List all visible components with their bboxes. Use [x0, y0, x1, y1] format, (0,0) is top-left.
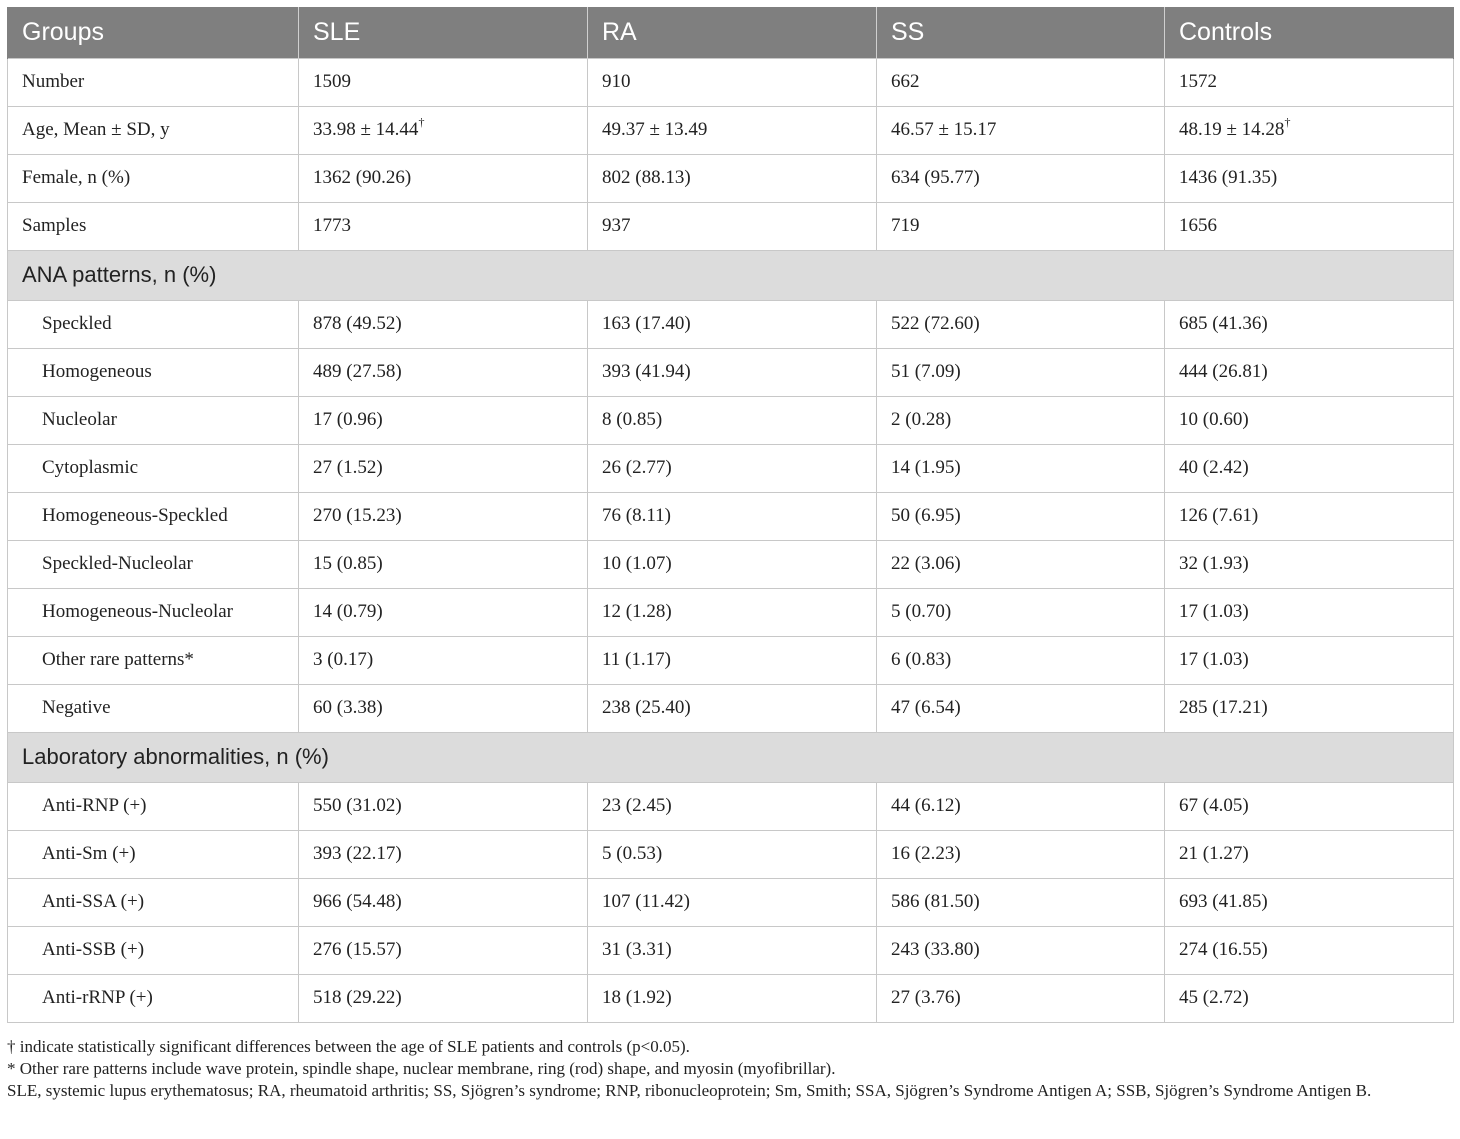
table-row	[8, 444, 1454, 492]
section-header-row	[8, 250, 1454, 300]
table-cell-text: 966 (54.48)	[313, 891, 402, 912]
table-cell	[1165, 300, 1454, 348]
table-cell-text: 1572	[1179, 71, 1217, 92]
table-cell-text: 6 (0.83)	[891, 649, 952, 670]
table-cell-text: 126 (7.61)	[1179, 505, 1259, 526]
table-cell-text: 48.19 ± 14.28	[1179, 119, 1285, 140]
table-cell-text: 32 (1.93)	[1179, 553, 1249, 574]
table-cell	[1165, 106, 1454, 154]
table-cell	[1165, 154, 1454, 202]
table-cell-text: 393 (41.94)	[602, 361, 691, 382]
table-cell-text: 5 (0.53)	[602, 843, 663, 864]
table-cell-text: 11 (1.17)	[602, 649, 671, 670]
row-label-text: Homogeneous	[42, 361, 152, 382]
table-row	[8, 782, 1454, 830]
row-label	[8, 636, 299, 684]
table-cell	[299, 444, 588, 492]
table-cell-text: 45 (2.72)	[1179, 987, 1249, 1008]
table-cell-text: 33.98 ± 14.44	[313, 119, 419, 140]
table-cell-text: 1656	[1179, 215, 1217, 236]
table-cell	[299, 782, 588, 830]
table-cell	[877, 58, 1165, 106]
row-label	[8, 830, 299, 878]
table-cell	[588, 540, 877, 588]
table-cell	[1165, 830, 1454, 878]
table-cell	[299, 636, 588, 684]
table-cell	[299, 492, 588, 540]
table-cell	[877, 782, 1165, 830]
table-cell-text: 23 (2.45)	[602, 795, 672, 816]
table-cell-text: 21 (1.27)	[1179, 843, 1249, 864]
table-cell-text: 14 (0.79)	[313, 601, 383, 622]
table-row	[8, 684, 1454, 732]
table-cell	[588, 830, 877, 878]
table-cell-text: 270 (15.23)	[313, 505, 402, 526]
table-cell	[299, 878, 588, 926]
table-cell-text: 5 (0.70)	[891, 601, 952, 622]
section-title	[8, 732, 1454, 782]
table-cell-text: 60 (3.38)	[313, 697, 383, 718]
row-label-text: Number	[22, 71, 85, 92]
table-cell	[588, 782, 877, 830]
row-label-text: Other rare patterns*	[42, 649, 194, 670]
row-label-text: Homogeneous-Nucleolar	[42, 601, 233, 622]
table-cell-text: 1509	[313, 71, 351, 92]
table-cell-text: 26 (2.77)	[602, 457, 672, 478]
section-title	[8, 250, 1454, 300]
row-label	[8, 396, 299, 444]
header-controls: Controls	[1165, 7, 1454, 58]
table-cell-text: 393 (22.17)	[313, 843, 402, 864]
table-cell	[299, 154, 588, 202]
table-cell	[877, 830, 1165, 878]
table-cell-text: 662	[891, 71, 920, 92]
row-label-text: Anti-RNP (+)	[42, 795, 147, 816]
table-cell-text: 285 (17.21)	[1179, 697, 1268, 718]
table-cell	[877, 878, 1165, 926]
table-cell-text: 518 (29.22)	[313, 987, 402, 1008]
table-cell	[299, 396, 588, 444]
table-cell-text: 17 (1.03)	[1179, 601, 1249, 622]
table-cell-text: 274 (16.55)	[1179, 939, 1268, 960]
table-cell	[299, 202, 588, 250]
table-cell	[877, 396, 1165, 444]
table-cell-text: 550 (31.02)	[313, 795, 402, 816]
table-row	[8, 492, 1454, 540]
table-row	[8, 830, 1454, 878]
row-label	[8, 974, 299, 1022]
row-label-text: Cytoplasmic	[42, 457, 139, 478]
table-cell	[299, 106, 588, 154]
table-cell	[877, 300, 1165, 348]
table-cell	[877, 348, 1165, 396]
table-cell	[588, 926, 877, 974]
table-cell	[299, 684, 588, 732]
row-label	[8, 106, 299, 154]
table-cell	[1165, 396, 1454, 444]
table-row	[8, 396, 1454, 444]
significance-mark: †	[1284, 115, 1291, 129]
table-cell	[588, 974, 877, 1022]
table-row	[8, 974, 1454, 1022]
table-cell	[877, 540, 1165, 588]
row-label	[8, 588, 299, 636]
table-cell-text: 276 (15.57)	[313, 939, 402, 960]
table-cell	[1165, 540, 1454, 588]
table-cell	[877, 492, 1165, 540]
table-cell-text: 22 (3.06)	[891, 553, 961, 574]
table-cell-text: 15 (0.85)	[313, 553, 383, 574]
table-cell-text: 685 (41.36)	[1179, 313, 1268, 334]
table-cell	[1165, 974, 1454, 1022]
data-table-container	[7, 7, 1453, 1023]
table-cell-text: 76 (8.11)	[602, 505, 671, 526]
table-footnotes	[7, 1036, 1453, 1102]
header-ra: RA	[588, 7, 877, 58]
table-row	[8, 202, 1454, 250]
row-label-text: Nucleolar	[42, 409, 117, 430]
table-cell	[877, 684, 1165, 732]
table-cell-text: 10 (0.60)	[1179, 409, 1249, 430]
table-cell-text: 44 (6.12)	[891, 795, 961, 816]
table-cell	[1165, 588, 1454, 636]
row-label	[8, 444, 299, 492]
table-cell	[1165, 878, 1454, 926]
significance-mark: †	[418, 115, 425, 129]
header-ss: SS	[877, 7, 1165, 58]
row-label-text: Anti-SSA (+)	[42, 891, 145, 912]
table-cell	[1165, 782, 1454, 830]
row-label	[8, 348, 299, 396]
table-row	[8, 348, 1454, 396]
table-cell-text: 163 (17.40)	[602, 313, 691, 334]
table-cell-text: 67 (4.05)	[1179, 795, 1249, 816]
table-cell-text: 16 (2.23)	[891, 843, 961, 864]
table-cell	[588, 878, 877, 926]
table-row	[8, 106, 1454, 154]
table-cell-text: 10 (1.07)	[602, 553, 672, 574]
table-cell-text: 31 (3.31)	[602, 939, 672, 960]
table-cell	[299, 926, 588, 974]
table-cell-text: 489 (27.58)	[313, 361, 402, 382]
table-cell-text: 1436 (91.35)	[1179, 167, 1278, 188]
table-cell	[877, 202, 1165, 250]
row-label	[8, 202, 299, 250]
table-cell-text: 1362 (90.26)	[313, 167, 412, 188]
row-label-text: Female, n (%)	[22, 167, 131, 188]
table-cell	[1165, 202, 1454, 250]
table-cell-text: 50 (6.95)	[891, 505, 961, 526]
table-cell	[588, 684, 877, 732]
table-cell-text: 40 (2.42)	[1179, 457, 1249, 478]
row-label	[8, 300, 299, 348]
table-cell	[1165, 348, 1454, 396]
row-label	[8, 58, 299, 106]
row-label-text: Negative	[42, 697, 111, 718]
row-label-text: Age, Mean ± SD, y	[22, 119, 170, 140]
table-cell-text: 14 (1.95)	[891, 457, 961, 478]
table-cell	[588, 588, 877, 636]
table-cell	[877, 636, 1165, 684]
row-label	[8, 684, 299, 732]
table-cell	[1165, 58, 1454, 106]
table-cell	[588, 58, 877, 106]
table-cell-text: 634 (95.77)	[891, 167, 980, 188]
table-cell	[588, 300, 877, 348]
row-label	[8, 492, 299, 540]
row-label-text: Anti-SSB (+)	[42, 939, 145, 960]
table-cell-text: 107 (11.42)	[602, 891, 690, 912]
table-cell-text: 17 (0.96)	[313, 409, 383, 430]
table-cell-text: 802 (88.13)	[602, 167, 691, 188]
table-cell-text: 3 (0.17)	[313, 649, 374, 670]
row-label-text: Speckled	[42, 313, 112, 334]
table-cell	[1165, 444, 1454, 492]
row-label-text: Speckled-Nucleolar	[42, 553, 193, 574]
row-label	[8, 782, 299, 830]
table-cell-text: 586 (81.50)	[891, 891, 980, 912]
table-row	[8, 300, 1454, 348]
footnote-dagger: † indicate statistically significant differences between the age of SLE patients and controls (p<0.05).	[7, 1037, 690, 1056]
section-title-text: ANA patterns, n (%)	[22, 262, 217, 287]
table-cell	[299, 300, 588, 348]
table-row	[8, 58, 1454, 106]
table-cell-text: 522 (72.60)	[891, 313, 980, 334]
table-cell-text: 719	[891, 215, 920, 236]
table-cell	[588, 154, 877, 202]
table-cell	[588, 348, 877, 396]
row-label	[8, 926, 299, 974]
data-table	[7, 7, 1454, 1023]
table-row	[8, 636, 1454, 684]
table-cell-text: 238 (25.40)	[602, 697, 691, 718]
row-label-text: Homogeneous-Speckled	[42, 505, 228, 526]
table-cell	[877, 444, 1165, 492]
row-label-text: Samples	[22, 215, 87, 236]
row-label-text: Anti-rRNP (+)	[42, 987, 153, 1008]
table-cell-text: 878 (49.52)	[313, 313, 402, 334]
table-cell-text: 444 (26.81)	[1179, 361, 1268, 382]
table-cell	[588, 444, 877, 492]
table-cell-text: 910	[602, 71, 631, 92]
table-cell-text: 243 (33.80)	[891, 939, 980, 960]
table-cell	[299, 588, 588, 636]
table-cell	[299, 348, 588, 396]
table-cell	[877, 106, 1165, 154]
table-cell-text: 1773	[313, 215, 351, 236]
table-cell-text: 18 (1.92)	[602, 987, 672, 1008]
table-row	[8, 154, 1454, 202]
table-cell	[299, 974, 588, 1022]
table-cell-text: 17 (1.03)	[1179, 649, 1249, 670]
table-cell	[877, 926, 1165, 974]
table-cell	[299, 58, 588, 106]
section-title-text: Laboratory abnormalities, n (%)	[22, 744, 329, 769]
table-cell-text: 12 (1.28)	[602, 601, 672, 622]
row-label-text: Anti-Sm (+)	[42, 843, 136, 864]
table-header-row	[8, 7, 1454, 58]
table-cell	[588, 396, 877, 444]
footnote-abbreviations: SLE, systemic lupus erythematosus; RA, rheumatoid arthritis; SS, Sjögren’s syndrome; RNP, ribonucleoprotein; Sm, Smith; SSA, Sjögren’s Syndrome Antigen A; SSB, Sjögren’s Syndrome Antigen B.	[7, 1081, 1372, 1100]
table-cell	[588, 636, 877, 684]
table-cell	[588, 492, 877, 540]
section-header-row	[8, 732, 1454, 782]
table-cell-text: 2 (0.28)	[891, 409, 952, 430]
table-cell	[877, 974, 1165, 1022]
table-cell	[1165, 492, 1454, 540]
table-row	[8, 878, 1454, 926]
table-cell	[299, 830, 588, 878]
table-row	[8, 588, 1454, 636]
table-cell-text: 27 (1.52)	[313, 457, 383, 478]
table-cell	[588, 202, 877, 250]
table-cell	[1165, 926, 1454, 974]
footnote-asterisk: * Other rare patterns include wave protein, spindle shape, nuclear membrane, ring (rod) shape, and myosin (myofibrillar).	[7, 1059, 836, 1078]
table-cell-text: 51 (7.09)	[891, 361, 961, 382]
table-row	[8, 926, 1454, 974]
row-label	[8, 878, 299, 926]
header-sle: SLE	[299, 7, 588, 58]
table-cell-text: 47 (6.54)	[891, 697, 961, 718]
table-cell-text: 27 (3.76)	[891, 987, 961, 1008]
header-groups: Groups	[8, 7, 299, 58]
table-cell-text: 937	[602, 215, 631, 236]
row-label	[8, 540, 299, 588]
table-row	[8, 540, 1454, 588]
row-label	[8, 154, 299, 202]
table-cell	[299, 540, 588, 588]
table-cell-text: 693 (41.85)	[1179, 891, 1268, 912]
table-cell	[877, 154, 1165, 202]
table-cell-text: 49.37 ± 13.49	[602, 119, 708, 140]
table-cell	[1165, 636, 1454, 684]
table-cell	[588, 106, 877, 154]
table-cell-text: 8 (0.85)	[602, 409, 663, 430]
table-cell	[877, 588, 1165, 636]
table-cell-text: 46.57 ± 15.17	[891, 119, 997, 140]
table-cell	[1165, 684, 1454, 732]
table-body	[8, 58, 1454, 1022]
